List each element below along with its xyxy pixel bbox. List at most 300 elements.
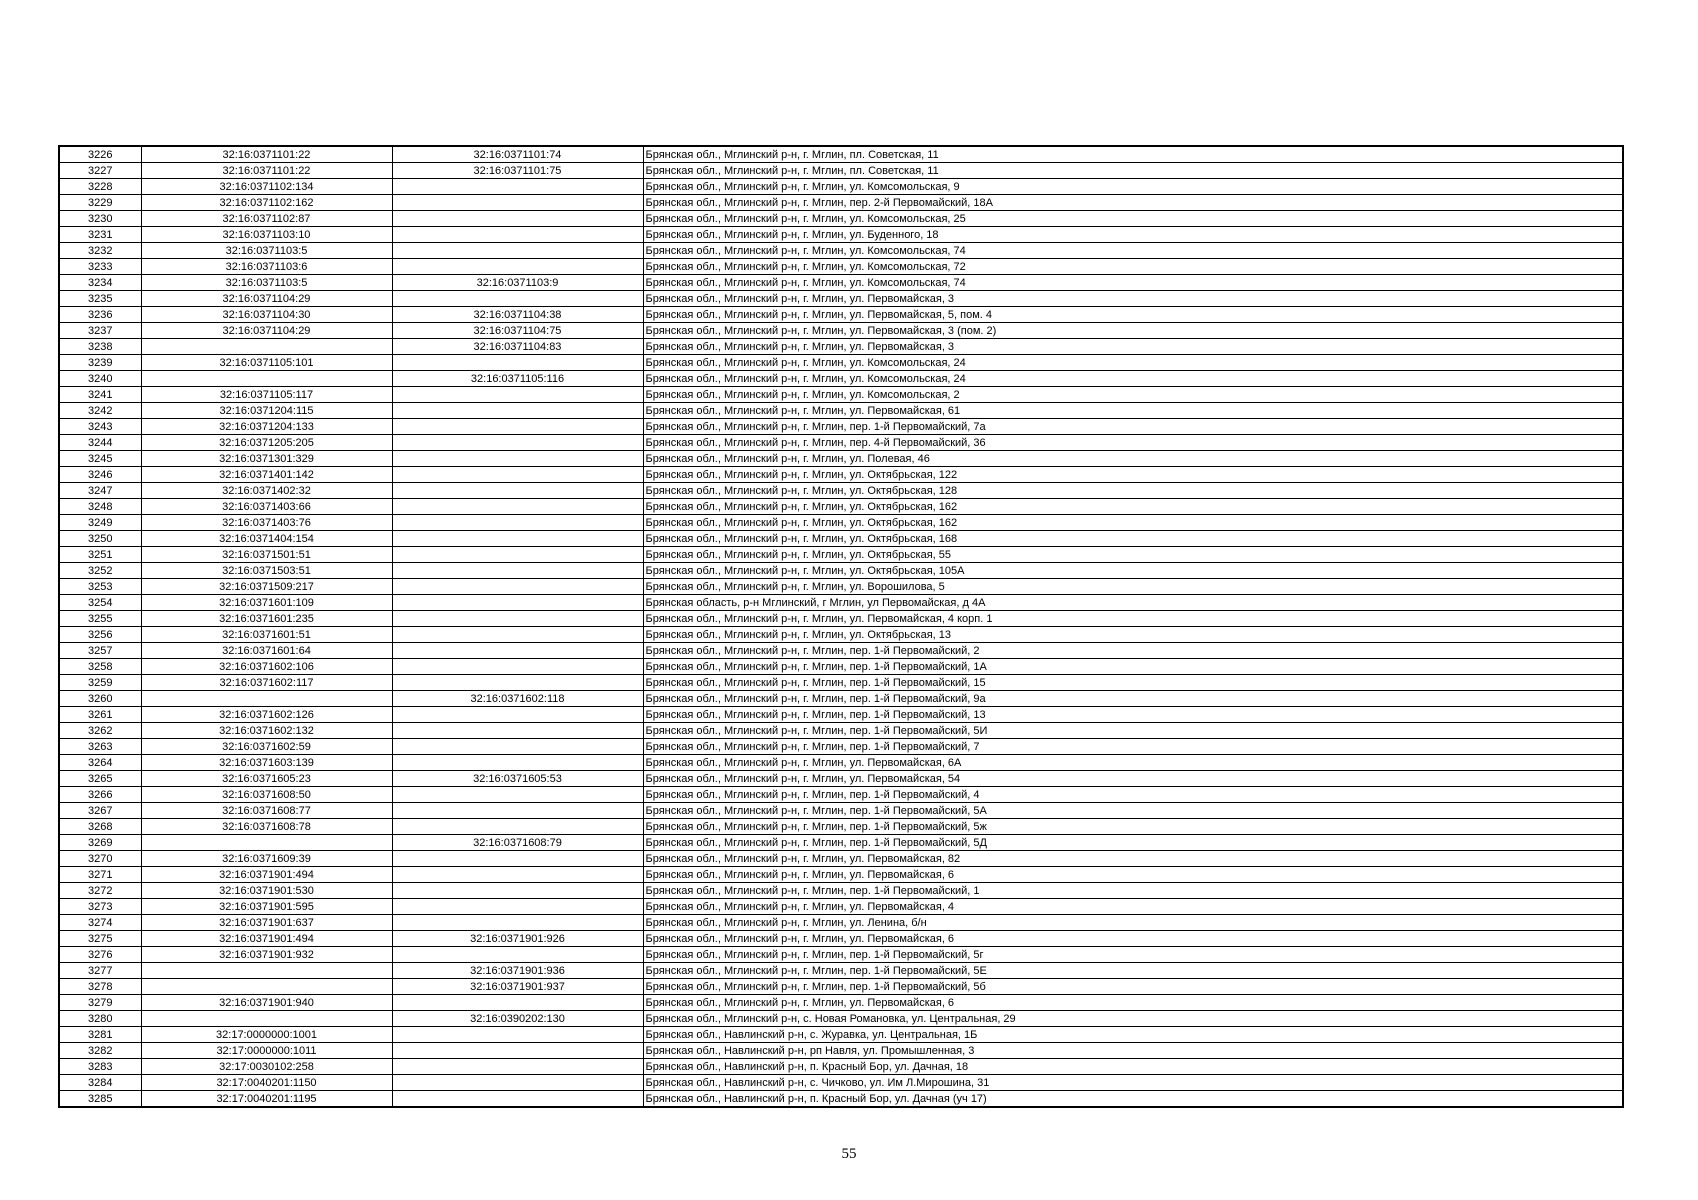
cadastral-number-cell: 32:16:0371204:115	[141, 403, 392, 419]
cadastral-number-cell: 32:16:0371601:235	[141, 611, 392, 627]
address-cell: Брянская обл., Навлинский р-н, п. Красный Бор, ул. Дачная (уч 17)	[643, 1091, 1623, 1108]
table-row	[59, 1043, 1623, 1059]
address-cell: Брянская обл., Мглинский р-н, г. Мглин, ул. Октябрьская, 122	[643, 467, 1623, 483]
related-cadastral-number-cell	[392, 1027, 643, 1043]
address-cell: Брянская обл., Мглинский р-н, г. Мглин, ул. Первомайская, 3	[643, 339, 1623, 355]
row-number-cell: 3249	[59, 515, 141, 531]
cadastral-number-cell: 32:16:0371104:29	[141, 291, 392, 307]
related-cadastral-number-cell	[392, 227, 643, 243]
address-cell: Брянская обл., Навлинский р-н, с. Журавка, ул. Центральная, 1Б	[643, 1027, 1623, 1043]
table-row	[59, 179, 1623, 195]
related-cadastral-number-cell	[392, 1091, 643, 1108]
row-number-cell: 3237	[59, 323, 141, 339]
address-cell: Брянская обл., Мглинский р-н, г. Мглин, ул. Комсомольская, 24	[643, 355, 1623, 371]
table-row	[59, 499, 1623, 515]
address-cell: Брянская обл., Мглинский р-н, г. Мглин, ул. Октябрьская, 162	[643, 499, 1623, 515]
table-row	[59, 771, 1623, 787]
related-cadastral-number-cell: 32:16:0371602:118	[392, 691, 643, 707]
cadastral-number-cell: 32:16:0371601:51	[141, 627, 392, 643]
row-number-cell: 3241	[59, 387, 141, 403]
related-cadastral-number-cell	[392, 1059, 643, 1075]
row-number-cell: 3247	[59, 483, 141, 499]
row-number-cell: 3246	[59, 467, 141, 483]
related-cadastral-number-cell	[392, 675, 643, 691]
cadastral-number-cell	[141, 1011, 392, 1027]
cadastral-number-cell: 32:16:0371601:64	[141, 643, 392, 659]
related-cadastral-number-cell	[392, 819, 643, 835]
cadastral-number-cell: 32:16:0371602:59	[141, 739, 392, 755]
cadastral-number-cell	[141, 963, 392, 979]
cadastral-number-cell: 32:16:0371205:205	[141, 435, 392, 451]
table-row	[59, 483, 1623, 499]
related-cadastral-number-cell	[392, 211, 643, 227]
cadastral-number-cell: 32:16:0371403:66	[141, 499, 392, 515]
address-cell: Брянская обл., Мглинский р-н, г. Мглин, ул. Ворошилова, 5	[643, 579, 1623, 595]
related-cadastral-number-cell	[392, 579, 643, 595]
related-cadastral-number-cell	[392, 195, 643, 211]
cadastral-number-cell: 32:16:0371105:117	[141, 387, 392, 403]
address-cell: Брянская обл., Мглинский р-н, г. Мглин, пер. 2-й Первомайский, 18А	[643, 195, 1623, 211]
cadastral-number-cell: 32:16:0371102:134	[141, 179, 392, 195]
cadastral-number-cell: 32:16:0371901:940	[141, 995, 392, 1011]
cadastral-number-cell: 32:16:0371605:23	[141, 771, 392, 787]
row-number-cell: 3261	[59, 707, 141, 723]
related-cadastral-number-cell: 32:16:0371608:79	[392, 835, 643, 851]
table-row	[59, 579, 1623, 595]
row-number-cell: 3260	[59, 691, 141, 707]
row-number-cell: 3250	[59, 531, 141, 547]
address-cell: Брянская обл., Навлинский р-н, п. Красный Бор, ул. Дачная, 18	[643, 1059, 1623, 1075]
related-cadastral-number-cell	[392, 867, 643, 883]
related-cadastral-number-cell: 32:16:0371101:74	[392, 146, 643, 163]
cadastral-number-cell: 32:16:0371404:154	[141, 531, 392, 547]
address-cell: Брянская обл., Мглинский р-н, г. Мглин, ул. Комсомольская, 24	[643, 371, 1623, 387]
address-cell: Брянская область, р-н Мглинский, г Мглин, ул Первомайская, д 4А	[643, 595, 1623, 611]
row-number-cell: 3254	[59, 595, 141, 611]
related-cadastral-number-cell	[392, 787, 643, 803]
address-cell: Брянская обл., Мглинский р-н, г. Мглин, ул. Октябрьская, 13	[643, 627, 1623, 643]
related-cadastral-number-cell: 32:16:0371101:75	[392, 163, 643, 179]
related-cadastral-number-cell: 32:16:0371103:9	[392, 275, 643, 291]
cadastral-number-cell	[141, 835, 392, 851]
related-cadastral-number-cell	[392, 467, 643, 483]
cadastral-number-cell: 32:16:0371901:494	[141, 867, 392, 883]
address-cell: Брянская обл., Мглинский р-н, г. Мглин, ул. Первомайская, 54	[643, 771, 1623, 787]
address-cell: Брянская обл., Мглинский р-н, г. Мглин, ул. Комсомольская, 2	[643, 387, 1623, 403]
table-row	[59, 563, 1623, 579]
related-cadastral-number-cell: 32:16:0371104:83	[392, 339, 643, 355]
cadastral-number-cell: 32:16:0371104:30	[141, 307, 392, 323]
cadastral-number-cell: 32:16:0371103:10	[141, 227, 392, 243]
address-cell: Брянская обл., Мглинский р-н, г. Мглин, пер. 1-й Первомайский, 1А	[643, 659, 1623, 675]
address-cell: Брянская обл., Мглинский р-н, г. Мглин, пер. 1-й Первомайский, 5ж	[643, 819, 1623, 835]
related-cadastral-number-cell	[392, 595, 643, 611]
table-row	[59, 995, 1623, 1011]
row-number-cell: 3232	[59, 243, 141, 259]
address-cell: Брянская обл., Мглинский р-н, г. Мглин, ул. Комсомольская, 25	[643, 211, 1623, 227]
address-cell: Брянская обл., Мглинский р-н, г. Мглин, пер. 1-й Первомайский, 9а	[643, 691, 1623, 707]
table-row	[59, 819, 1623, 835]
row-number-cell: 3281	[59, 1027, 141, 1043]
table-row	[59, 675, 1623, 691]
table-row	[59, 403, 1623, 419]
related-cadastral-number-cell	[392, 1043, 643, 1059]
table-row	[59, 307, 1623, 323]
cadastral-number-cell: 32:16:0371401:142	[141, 467, 392, 483]
row-number-cell: 3248	[59, 499, 141, 515]
related-cadastral-number-cell	[392, 995, 643, 1011]
row-number-cell: 3251	[59, 547, 141, 563]
row-number-cell: 3227	[59, 163, 141, 179]
row-number-cell: 3278	[59, 979, 141, 995]
table-row	[59, 1091, 1623, 1108]
address-cell: Брянская обл., Мглинский р-н, г. Мглин, пер. 1-й Первомайский, 15	[643, 675, 1623, 691]
related-cadastral-number-cell: 32:16:0371901:936	[392, 963, 643, 979]
row-number-cell: 3267	[59, 803, 141, 819]
related-cadastral-number-cell	[392, 515, 643, 531]
table-row	[59, 595, 1623, 611]
related-cadastral-number-cell: 32:16:0371605:53	[392, 771, 643, 787]
row-number-cell: 3265	[59, 771, 141, 787]
row-number-cell: 3243	[59, 419, 141, 435]
table-row	[59, 755, 1623, 771]
row-number-cell: 3258	[59, 659, 141, 675]
related-cadastral-number-cell	[392, 563, 643, 579]
address-cell: Брянская обл., Мглинский р-н, г. Мглин, пер. 1-й Первомайский, 2	[643, 643, 1623, 659]
row-number-cell: 3253	[59, 579, 141, 595]
row-number-cell: 3230	[59, 211, 141, 227]
table-row	[59, 1011, 1623, 1027]
table-row	[59, 419, 1623, 435]
row-number-cell: 3277	[59, 963, 141, 979]
table-row	[59, 739, 1623, 755]
related-cadastral-number-cell	[392, 883, 643, 899]
address-cell: Брянская обл., Мглинский р-н, г. Мглин, ул. Первомайская, 6	[643, 995, 1623, 1011]
related-cadastral-number-cell: 32:16:0371105:116	[392, 371, 643, 387]
cadastral-number-cell: 32:16:0371503:51	[141, 563, 392, 579]
related-cadastral-number-cell	[392, 419, 643, 435]
related-cadastral-number-cell	[392, 483, 643, 499]
address-cell: Брянская обл., Мглинский р-н, г. Мглин, ул. Первомайская, 61	[643, 403, 1623, 419]
row-number-cell: 3276	[59, 947, 141, 963]
row-number-cell: 3240	[59, 371, 141, 387]
cadastral-number-cell: 32:16:0371509:217	[141, 579, 392, 595]
table-row	[59, 371, 1623, 387]
address-cell: Брянская обл., Мглинский р-н, г. Мглин, пер. 1-й Первомайский, 5Д	[643, 835, 1623, 851]
table-row	[59, 723, 1623, 739]
cadastral-number-cell: 32:16:0371602:117	[141, 675, 392, 691]
related-cadastral-number-cell	[392, 531, 643, 547]
table-row	[59, 387, 1623, 403]
row-number-cell: 3231	[59, 227, 141, 243]
table-row	[59, 691, 1623, 707]
related-cadastral-number-cell: 32:16:0371901:926	[392, 931, 643, 947]
table-row	[59, 323, 1623, 339]
row-number-cell: 3242	[59, 403, 141, 419]
address-cell: Брянская обл., Мглинский р-н, г. Мглин, пер. 1-й Первомайский, 7а	[643, 419, 1623, 435]
related-cadastral-number-cell	[392, 851, 643, 867]
address-cell: Брянская обл., Навлинский р-н, с. Чичково, ул. Им Л.Мирошина, 31	[643, 1075, 1623, 1091]
address-cell: Брянская обл., Мглинский р-н, г. Мглин, ул. Октябрьская, 168	[643, 531, 1623, 547]
related-cadastral-number-cell	[392, 243, 643, 259]
cadastral-number-cell	[141, 339, 392, 355]
address-cell: Брянская обл., Мглинский р-н, г. Мглин, ул. Октябрьская, 162	[643, 515, 1623, 531]
table-row	[59, 467, 1623, 483]
row-number-cell: 3283	[59, 1059, 141, 1075]
cadastral-number-cell: 32:16:0371608:78	[141, 819, 392, 835]
related-cadastral-number-cell	[392, 387, 643, 403]
table-row	[59, 146, 1623, 163]
table-row	[59, 627, 1623, 643]
related-cadastral-number-cell	[392, 739, 643, 755]
address-cell: Брянская обл., Мглинский р-н, г. Мглин, ул. Буденного, 18	[643, 227, 1623, 243]
related-cadastral-number-cell	[392, 707, 643, 723]
row-number-cell: 3279	[59, 995, 141, 1011]
address-cell: Брянская обл., Мглинский р-н, г. Мглин, пер. 1-й Первомайский, 5А	[643, 803, 1623, 819]
cadastral-number-cell: 32:16:0371102:87	[141, 211, 392, 227]
cadastral-number-cell: 32:16:0371403:76	[141, 515, 392, 531]
row-number-cell: 3269	[59, 835, 141, 851]
related-cadastral-number-cell	[392, 643, 643, 659]
address-cell: Брянская обл., Мглинский р-н, г. Мглин, ул. Первомайская, 4 корп. 1	[643, 611, 1623, 627]
table-row	[59, 947, 1623, 963]
table-row	[59, 547, 1623, 563]
cadastral-number-cell: 32:16:0371608:50	[141, 787, 392, 803]
cadastral-number-cell: 32:16:0371105:101	[141, 355, 392, 371]
row-number-cell: 3244	[59, 435, 141, 451]
related-cadastral-number-cell	[392, 611, 643, 627]
row-number-cell: 3233	[59, 259, 141, 275]
row-number-cell: 3257	[59, 643, 141, 659]
table-row	[59, 659, 1623, 675]
related-cadastral-number-cell	[392, 659, 643, 675]
table-row	[59, 515, 1623, 531]
row-number-cell: 3234	[59, 275, 141, 291]
cadastral-number-cell: 32:16:0371602:126	[141, 707, 392, 723]
table-row	[59, 339, 1623, 355]
table-row	[59, 243, 1623, 259]
cadastral-number-cell: 32:16:0371402:32	[141, 483, 392, 499]
related-cadastral-number-cell: 32:16:0371104:75	[392, 323, 643, 339]
row-number-cell: 3259	[59, 675, 141, 691]
table-row	[59, 803, 1623, 819]
cadastral-number-cell: 32:16:0371301:329	[141, 451, 392, 467]
address-cell: Брянская обл., Мглинский р-н, г. Мглин, пер. 1-й Первомайский, 4	[643, 787, 1623, 803]
address-cell: Брянская обл., Мглинский р-н, г. Мглин, ул. Октябрьская, 105А	[643, 563, 1623, 579]
row-number-cell: 3270	[59, 851, 141, 867]
address-cell: Брянская обл., Мглинский р-н, г. Мглин, ул. Первомайская, 3	[643, 291, 1623, 307]
address-cell: Брянская обл., Мглинский р-н, г. Мглин, пер. 1-й Первомайский, 5Е	[643, 963, 1623, 979]
table-row	[59, 435, 1623, 451]
address-cell: Брянская обл., Мглинский р-н, г. Мглин, пер. 1-й Первомайский, 5г	[643, 947, 1623, 963]
cadastral-number-cell: 32:16:0371501:51	[141, 547, 392, 563]
cadastral-number-cell: 32:16:0371204:133	[141, 419, 392, 435]
row-number-cell: 3268	[59, 819, 141, 835]
registry-table-body	[59, 146, 1623, 1107]
table-row	[59, 787, 1623, 803]
table-row	[59, 355, 1623, 371]
related-cadastral-number-cell	[392, 355, 643, 371]
cadastral-number-cell: 32:16:0371603:139	[141, 755, 392, 771]
address-cell: Брянская обл., Мглинский р-н, г. Мглин, ул. Комсомольская, 9	[643, 179, 1623, 195]
address-cell: Брянская обл., Мглинский р-н, г. Мглин, ул. Октябрьская, 55	[643, 547, 1623, 563]
cadastral-number-cell: 32:16:0371103:5	[141, 275, 392, 291]
table-row	[59, 1075, 1623, 1091]
address-cell: Брянская обл., Мглинский р-н, г. Мглин, пер. 1-й Первомайский, 5И	[643, 723, 1623, 739]
address-cell: Брянская обл., Мглинский р-н, г. Мглин, ул. Комсомольская, 72	[643, 259, 1623, 275]
table-row	[59, 1059, 1623, 1075]
related-cadastral-number-cell	[392, 403, 643, 419]
cadastral-number-cell	[141, 691, 392, 707]
cadastral-number-cell: 32:16:0371608:77	[141, 803, 392, 819]
row-number-cell: 3282	[59, 1043, 141, 1059]
cadastral-number-cell: 32:17:0000000:1001	[141, 1027, 392, 1043]
address-cell: Брянская обл., Мглинский р-н, г. Мглин, ул. Первомайская, 6А	[643, 755, 1623, 771]
row-number-cell: 3264	[59, 755, 141, 771]
row-number-cell: 3263	[59, 739, 141, 755]
cadastral-number-cell: 32:16:0371601:109	[141, 595, 392, 611]
related-cadastral-number-cell	[392, 451, 643, 467]
address-cell: Брянская обл., Мглинский р-н, г. Мглин, ул. Первомайская, 5, пом. 4	[643, 307, 1623, 323]
table-row	[59, 163, 1623, 179]
address-cell: Брянская обл., Мглинский р-н, г. Мглин, пл. Советская, 11	[643, 163, 1623, 179]
cadastral-number-cell: 32:16:0371901:637	[141, 915, 392, 931]
cadastral-number-cell: 32:16:0371901:595	[141, 899, 392, 915]
related-cadastral-number-cell: 32:16:0371104:38	[392, 307, 643, 323]
related-cadastral-number-cell	[392, 547, 643, 563]
cadastral-number-cell: 32:17:0040201:1195	[141, 1091, 392, 1108]
cadastral-number-cell: 32:16:0371901:494	[141, 931, 392, 947]
row-number-cell: 3226	[59, 146, 141, 163]
table-row	[59, 643, 1623, 659]
related-cadastral-number-cell: 32:16:0390202:130	[392, 1011, 643, 1027]
cadastral-number-cell: 32:17:0040201:1150	[141, 1075, 392, 1091]
table-row	[59, 851, 1623, 867]
cadastral-number-cell: 32:16:0371901:530	[141, 883, 392, 899]
cadastral-number-cell	[141, 979, 392, 995]
table-row	[59, 291, 1623, 307]
related-cadastral-number-cell	[392, 179, 643, 195]
address-cell: Брянская обл., Мглинский р-н, г. Мглин, ул. Комсомольская, 74	[643, 243, 1623, 259]
address-cell: Брянская обл., Мглинский р-н, г. Мглин, ул. Первомайская, 82	[643, 851, 1623, 867]
table-row	[59, 227, 1623, 243]
address-cell: Брянская обл., Мглинский р-н, г. Мглин, ул. Первомайская, 3 (пом. 2)	[643, 323, 1623, 339]
related-cadastral-number-cell	[392, 435, 643, 451]
row-number-cell: 3280	[59, 1011, 141, 1027]
row-number-cell: 3229	[59, 195, 141, 211]
address-cell: Брянская обл., Мглинский р-н, г. Мглин, ул. Ленина, б/н	[643, 915, 1623, 931]
table-row	[59, 531, 1623, 547]
row-number-cell: 3239	[59, 355, 141, 371]
cadastral-number-cell: 32:16:0371102:162	[141, 195, 392, 211]
address-cell: Брянская обл., Мглинский р-н, г. Мглин, пер. 1-й Первомайский, 1	[643, 883, 1623, 899]
table-row	[59, 611, 1623, 627]
related-cadastral-number-cell	[392, 755, 643, 771]
table-row	[59, 915, 1623, 931]
table-row	[59, 707, 1623, 723]
row-number-cell: 3256	[59, 627, 141, 643]
row-number-cell: 3273	[59, 899, 141, 915]
table-row	[59, 195, 1623, 211]
table-row	[59, 259, 1623, 275]
row-number-cell: 3274	[59, 915, 141, 931]
row-number-cell: 3284	[59, 1075, 141, 1091]
row-number-cell: 3228	[59, 179, 141, 195]
row-number-cell: 3262	[59, 723, 141, 739]
row-number-cell: 3285	[59, 1091, 141, 1108]
table-row	[59, 931, 1623, 947]
address-cell: Брянская обл., Мглинский р-н, г. Мглин, ул. Первомайская, 6	[643, 867, 1623, 883]
address-cell: Брянская обл., Мглинский р-н, г. Мглин, ул. Первомайская, 6	[643, 931, 1623, 947]
table-row	[59, 963, 1623, 979]
table-row	[59, 211, 1623, 227]
row-number-cell: 3272	[59, 883, 141, 899]
table-row	[59, 1027, 1623, 1043]
row-number-cell: 3235	[59, 291, 141, 307]
related-cadastral-number-cell	[392, 947, 643, 963]
cadastral-number-cell: 32:16:0371103:5	[141, 243, 392, 259]
table-row	[59, 899, 1623, 915]
related-cadastral-number-cell	[392, 915, 643, 931]
row-number-cell: 3252	[59, 563, 141, 579]
address-cell: Брянская обл., Мглинский р-н, г. Мглин, пер. 1-й Первомайский, 5б	[643, 979, 1623, 995]
cadastral-number-cell: 32:16:0371101:22	[141, 146, 392, 163]
address-cell: Брянская обл., Мглинский р-н, г. Мглин, пер. 1-й Первомайский, 7	[643, 739, 1623, 755]
address-cell: Брянская обл., Мглинский р-н, г. Мглин, ул. Комсомольская, 74	[643, 275, 1623, 291]
cadastral-number-cell: 32:16:0371104:29	[141, 323, 392, 339]
cadastral-number-cell: 32:17:0030102:258	[141, 1059, 392, 1075]
related-cadastral-number-cell	[392, 899, 643, 915]
related-cadastral-number-cell	[392, 803, 643, 819]
table-row	[59, 451, 1623, 467]
cadastral-number-cell: 32:16:0371103:6	[141, 259, 392, 275]
row-number-cell: 3236	[59, 307, 141, 323]
cadastral-number-cell: 32:17:0000000:1011	[141, 1043, 392, 1059]
table-row	[59, 883, 1623, 899]
row-number-cell: 3266	[59, 787, 141, 803]
row-number-cell: 3255	[59, 611, 141, 627]
table-row	[59, 275, 1623, 291]
cadastral-number-cell: 32:16:0371609:39	[141, 851, 392, 867]
cadastral-number-cell	[141, 371, 392, 387]
related-cadastral-number-cell: 32:16:0371901:937	[392, 979, 643, 995]
related-cadastral-number-cell	[392, 291, 643, 307]
cadastral-number-cell: 32:16:0371602:106	[141, 659, 392, 675]
table-row	[59, 835, 1623, 851]
address-cell: Брянская обл., Мглинский р-н, г. Мглин, пер. 1-й Первомайский, 13	[643, 707, 1623, 723]
related-cadastral-number-cell	[392, 259, 643, 275]
related-cadastral-number-cell	[392, 1075, 643, 1091]
related-cadastral-number-cell	[392, 723, 643, 739]
cadastral-number-cell: 32:16:0371101:22	[141, 163, 392, 179]
address-cell: Брянская обл., Мглинский р-н, г. Мглин, ул. Октябрьская, 128	[643, 483, 1623, 499]
registry-table	[58, 145, 1624, 1108]
address-cell: Брянская обл., Навлинский р-н, рп Навля, ул. Промышленная, 3	[643, 1043, 1623, 1059]
page-number: 55	[841, 1146, 857, 1162]
table-row	[59, 979, 1623, 995]
cadastral-number-cell: 32:16:0371901:932	[141, 947, 392, 963]
address-cell: Брянская обл., Мглинский р-н, г. Мглин, ул. Первомайская, 4	[643, 899, 1623, 915]
related-cadastral-number-cell	[392, 499, 643, 515]
address-cell: Брянская обл., Мглинский р-н, с. Новая Романовка, ул. Центральная, 29	[643, 1011, 1623, 1027]
row-number-cell: 3275	[59, 931, 141, 947]
related-cadastral-number-cell	[392, 627, 643, 643]
address-cell: Брянская обл., Мглинский р-н, г. Мглин, пл. Советская, 11	[643, 146, 1623, 163]
address-cell: Брянская обл., Мглинский р-н, г. Мглин, пер. 4-й Первомайский, 36	[643, 435, 1623, 451]
row-number-cell: 3238	[59, 339, 141, 355]
cadastral-number-cell: 32:16:0371602:132	[141, 723, 392, 739]
table-row	[59, 867, 1623, 883]
